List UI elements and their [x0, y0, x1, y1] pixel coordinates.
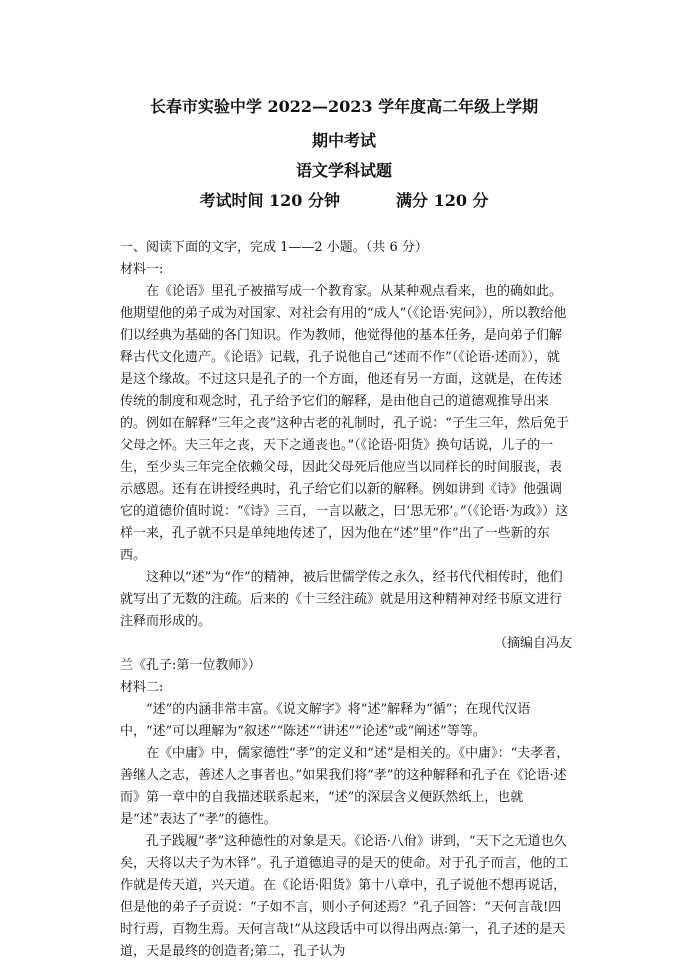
full-score: 满分 120 分 — [396, 191, 489, 210]
exam-title: 长春市实验中学 2022—2023 学年度高二年级上学期 — [149, 97, 539, 116]
material2-paragraph-1: “述”的内涵非常丰富。《说文解字》将“述”解释为“循”；在现代汉语中，“述”可以理解为“叙述”“陈述”“讲述”“论述”或“阐述”等等。 — [120, 702, 531, 739]
exam-time: 考试时间 120 分钟 — [199, 191, 340, 210]
material1-paragraph-2: 这种以“述”为“作”的精神，被后世儒学传之永久，经书代代相传时，他们就写出了无数的注疏。后来的《十三经注疏》就是用这种精神对经书原文进行注释而形成的。 — [120, 570, 563, 629]
material2-label: 材料二: — [120, 680, 164, 695]
exam-subtitle: 期中考试 — [311, 131, 376, 150]
subject-title: 语文学科试题 — [295, 161, 392, 180]
material1-source-a: （摘编自冯友 — [493, 636, 572, 651]
material1-paragraph-1: 在《论语》里孔子被描写成一个教育家。从某种观点看来，也的确如此。他期望他的弟子成为对国家、对社会有用的“成人”（《论语·宪问》），所以教给他们以经典为基础的各门知识。作为教师，他觉得他的基本任务，是向弟子们解释古代文化遗产。《论语》记载，孔子说他自己“述而不作”（《论语·述而》），就是这个缘故。不过这只是孔子的一个方面，他还有另一方面，这就是，在传述传统的制度和观念时，孔子给予它们的解释，是由他自己的道德观推导出来的。例如在解释“三年之丧”这种古老的礼制时，孔子说：“子生三年，然后免于父母之怀。夫三年之丧，天下之通丧也。”（《论语·阳货》换句话说，儿子的一生，至少头三年完全依赖父母，因此父母死后他应当以同样长的时间服丧，表示感恩。还有在讲授经典时，孔子给它们以新的解释。例如讲到《诗》他强调它的道德价值时说：“《诗》三百，一言以蔽之，曰‘思无邪’。”（《论语·为政》）这样一来，孔子就不只是单纯地传述了，因为他在“述”里“作”出了一些新的东西。 — [120, 284, 569, 563]
material1-source-b: 兰《孔子:第一位教师》） — [120, 658, 261, 673]
material2-paragraph-2: 在《中庸》中，儒家德性“孝”的定义和“述”是相关的。《中庸》：“夫孝者，善继人之志，善述人之事者也。”如果我们将“孝”的这种解释和孔子在《论语·述而》第一章中的自我描述联系起来，“述”的深层含义便跃然纸上，也就是“述”表达了“孝”的德性。 — [120, 746, 570, 827]
material1-label: 材料一: — [120, 262, 164, 277]
reading-section — [120, 237, 572, 963]
exam-info — [0, 191, 688, 211]
material2-paragraph-3: 孔子践履“孝”这种德性的对象是天。《论语·八佾》讲到，“天下之无道也久矣，天将以夫子为木铎”。孔子道德追寻的是天的使命。对于孔子而言，他的工作就是传天道，兴天道。在《论语·阳货》第十八章中，孔子说他不想再说话，但是他的弟子子贡说：“子如不言，则小子何述焉？”孔子回答：“天何言哉!四时行焉，百物生焉。天何言哉!”从这段话中可以得出两点:第一，孔子述的是天道，天是最终的创造者;第二，孔子认为 — [120, 834, 569, 959]
section-instruction: 一、阅读下面的文字，完成 1——2 小题。（共 6 分） — [120, 240, 428, 255]
